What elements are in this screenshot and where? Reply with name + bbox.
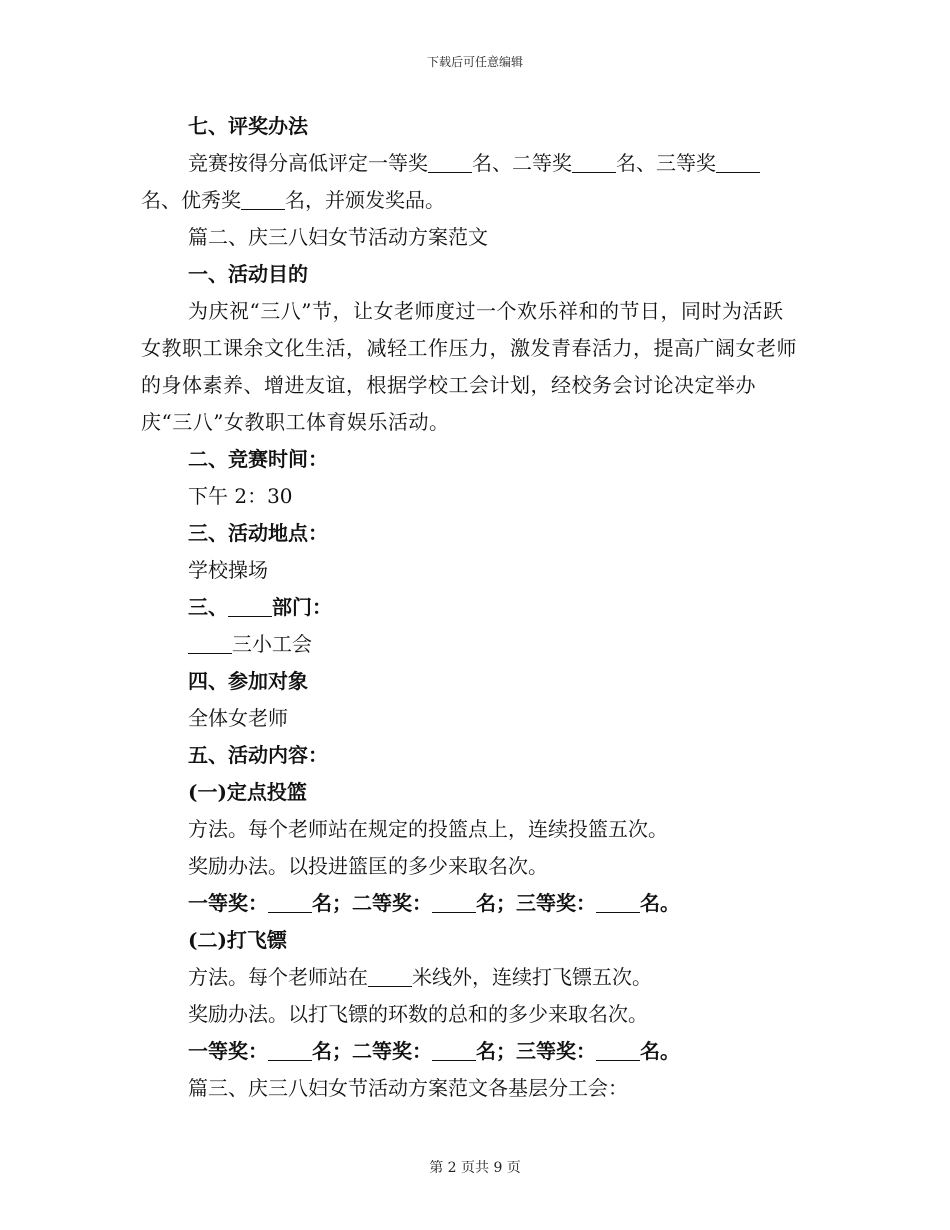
game2-method: 方法。每个老师站在 米线外，连续打飞镖五次。 [188, 965, 652, 989]
blank-field [268, 911, 312, 913]
participants-text: 全体女老师 [188, 706, 288, 730]
game2-award: 奖励办法。以打飞镖的环数的总和的多少来取名次。 [188, 1002, 648, 1026]
blank-field [572, 171, 616, 173]
award-text-line2: 名、优秀奖 名，并颁发奖品。 [141, 188, 445, 212]
purpose-paragraph: 为庆祝“三八”节，让女老师度过一个欢乐祥和的节日，同时为活跃女教职工课余文化生活，减轻工作压力，激发青春活力，提高广阔女老师的身体素养、增进友谊，根据学校工会计划，经校务会讨论决定举办庆“三八”女教职工体育娱乐活动。 [141, 299, 797, 434]
game2-title: (二)打飞镖 [188, 928, 287, 952]
blank-field [596, 911, 640, 913]
section-title-time: 二、竞赛时间： [188, 447, 328, 471]
award-text-line1: 竞赛按得分高低评定一等奖 名、二等奖 名、三等奖 [141, 145, 801, 182]
document-body [141, 108, 801, 1107]
game1-award: 奖励办法。以投进篮匡的多少来取名次。 [188, 854, 548, 878]
game2-prizes: 一等奖： 名；二等奖： 名；三等奖： 名。 [188, 1039, 680, 1063]
game1-method: 方法。每个老师站在规定的投篮点上，连续投篮五次。 [188, 817, 668, 841]
blank-field [716, 171, 760, 173]
blank-field [428, 171, 472, 173]
blank-field [596, 1059, 640, 1061]
blank-field [241, 208, 285, 210]
section-title-award-method: 七、评奖办法 [188, 114, 308, 138]
section-title-purpose: 一、活动目的 [188, 262, 308, 286]
time-text: 下午 2：30 [188, 484, 293, 508]
section-title-department: 三、 部门： [188, 595, 332, 619]
game1-title: (一)定点投篮 [188, 780, 307, 804]
game1-prizes: 一等奖： 名；二等奖： 名；三等奖： 名。 [188, 891, 680, 915]
section-title-content: 五、活动内容： [188, 743, 328, 767]
section-title-location: 三、活动地点： [188, 521, 328, 545]
page-header: 下载后可任意编辑 [426, 55, 523, 69]
part3-title: 篇三、庆三八妇女节活动方案范文各基层分工会： [188, 1076, 628, 1100]
blank-field [368, 985, 412, 987]
section-title-participants: 四、参加对象 [188, 669, 308, 693]
blank-field [228, 615, 272, 617]
part2-title: 篇二、庆三八妇女节活动方案范文 [188, 225, 488, 249]
page-footer: 第 2 页共 9 页 [429, 1160, 521, 1176]
blank-field [188, 652, 232, 654]
blank-field [432, 1059, 476, 1061]
blank-field [432, 911, 476, 913]
location-text: 学校操场 [188, 558, 268, 582]
department-text: 三小工会 [141, 626, 801, 663]
blank-field [268, 1059, 312, 1061]
